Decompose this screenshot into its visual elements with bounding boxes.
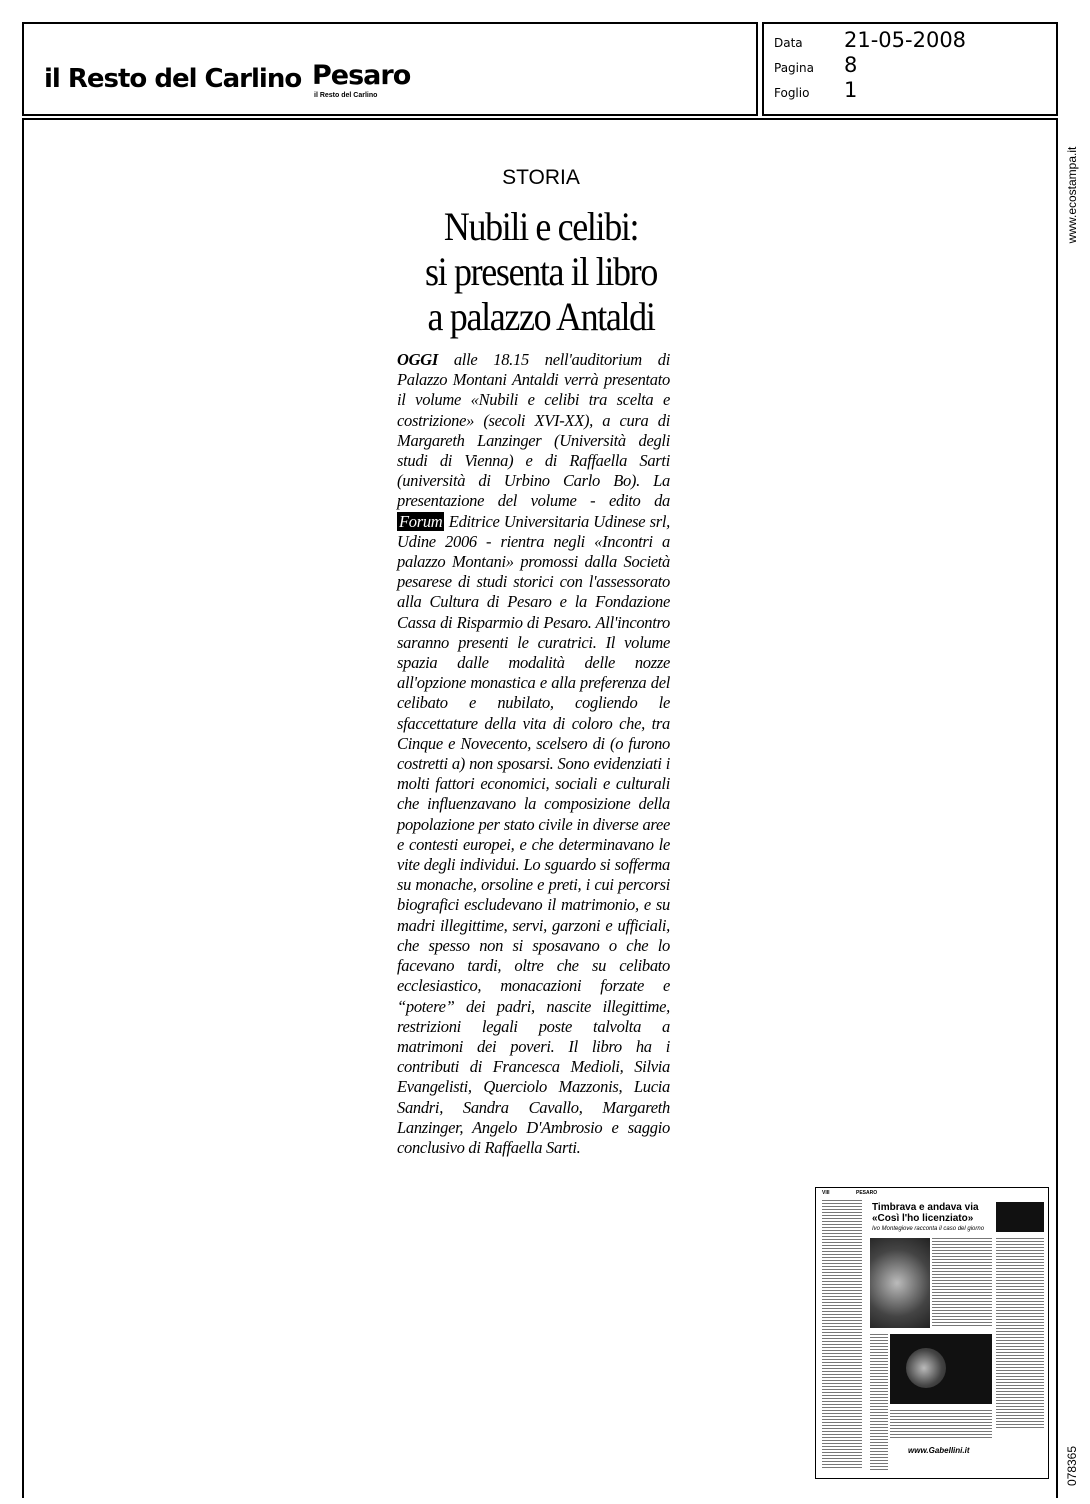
thumb-section: PESARO: [856, 1190, 878, 1196]
article-kicker: STORIA: [502, 166, 580, 189]
headline-line: si presenta il libro: [425, 249, 657, 294]
article-lead: OGGI: [397, 350, 438, 369]
thumb-page-number: VIII: [822, 1190, 830, 1196]
headline-line: a palazzo Antaldi: [427, 294, 655, 339]
side-url-text: www.ecostampa.it: [1065, 146, 1079, 244]
page-value: 8: [844, 53, 858, 77]
thumb-headline-1: Timbrava e andava via: [872, 1202, 979, 1213]
thumb-box: [996, 1202, 1044, 1232]
thumb-column: [932, 1238, 992, 1328]
masthead-box: [22, 22, 758, 116]
meta-date: [774, 28, 966, 52]
edition-title: Pesaro: [312, 60, 411, 91]
forum-highlight: Forum: [399, 511, 443, 531]
side-url: [1064, 140, 1080, 250]
article-body-part1: alle 18.15 nell'auditorium di Palazzo Montani Antaldi verrà presentato il volume «Nubili e celibi tra scelta e costrizione» (secoli XVI-XX), a cura di Margareth Lanzinger (Università degli studi di Vienna) e di Raffaella Sarti (università di Urbino Carlo Bo). La presentazione del volume - edito da: [397, 350, 670, 511]
edition-subtitle: il Resto del Carlino: [314, 92, 378, 99]
side-code-text: 078365: [1065, 1445, 1079, 1487]
thumb-headline: [872, 1202, 992, 1224]
meta-box: [762, 22, 1058, 116]
page-thumbnail: [815, 1187, 1049, 1479]
date-value: 21-05-2008: [844, 28, 967, 52]
side-code: [1064, 1436, 1080, 1496]
masthead: [44, 60, 411, 99]
meta-sheet: [774, 78, 857, 102]
sheet-value: 1: [844, 78, 858, 102]
thumb-column: [822, 1200, 862, 1470]
thumb-column: [996, 1238, 1044, 1428]
thumb-column: [890, 1410, 992, 1440]
article-headline: [396, 204, 686, 339]
thumb-headline-2: «Così l'ho licenziato»: [872, 1213, 974, 1224]
thumb-column: [870, 1334, 888, 1470]
meta-page: [774, 53, 857, 77]
date-label: Data: [774, 36, 803, 50]
thumb-url: www.Gabellini.it: [908, 1446, 970, 1455]
article-body: [397, 350, 670, 1158]
sheet-label: Foglio: [774, 86, 810, 100]
headline-line: Nubili e celibi:: [443, 204, 639, 249]
thumb-subline: Ivo Montegiove racconta il caso del giorno: [872, 1226, 985, 1232]
thumb-photo: [870, 1238, 930, 1328]
thumb-ad-image: [906, 1348, 946, 1388]
page-label: Pagina: [774, 61, 814, 75]
masthead-title: il Resto del Carlino: [44, 64, 302, 94]
article-body-part2: Editrice Universitaria Udinese srl, Udine 2006 - rientra negli «Incontri a palazzo Montani» promossi dalla Società pesarese di studi storici con l'assessorato alla Cultura di Pesaro e la Fondazione Cassa di Risparmio di Pesaro. All'incontro saranno presenti le curatrici. Il volume spazia dalle modalità delle nozze all'opzione monastica e alla preferenza del celibato e nubilato, cogliendo le sfaccettature della vita di coloro che, tra Cinque e Novecento, scelsero di (o furono costretti a) non sposarsi. Sono evidenziati i molti fattori economici, sociali e culturali che influenzavano la composizione della popolazione per stato civile in diverse aree e contesti europei, e che determinavano le vite degli individui. Lo sguardo si sofferma su monache, orsoline e preti, i cui percorsi biografici escludevano il matrimonio, e su madri illegittime, servi, garzoni e ufficiali, che spesso non si sposavano o che lo facevano tardi, oltre che su celibato ecclesiastico, monacazioni forzate e “potere” dei padri, nascite illegittime, restrizioni legali poste talvolta a matrimoni dei poveri. Il libro ha i contributi di Francesca Medioli, Silvia Evangelisti, Querciolo Mazzonis, Lucia Sandri, Sandra Cavallo, Margareth Lanzinger, Angelo D'Ambrosio e saggio conclusivo di Raffaella Sarti.: [397, 511, 670, 1157]
